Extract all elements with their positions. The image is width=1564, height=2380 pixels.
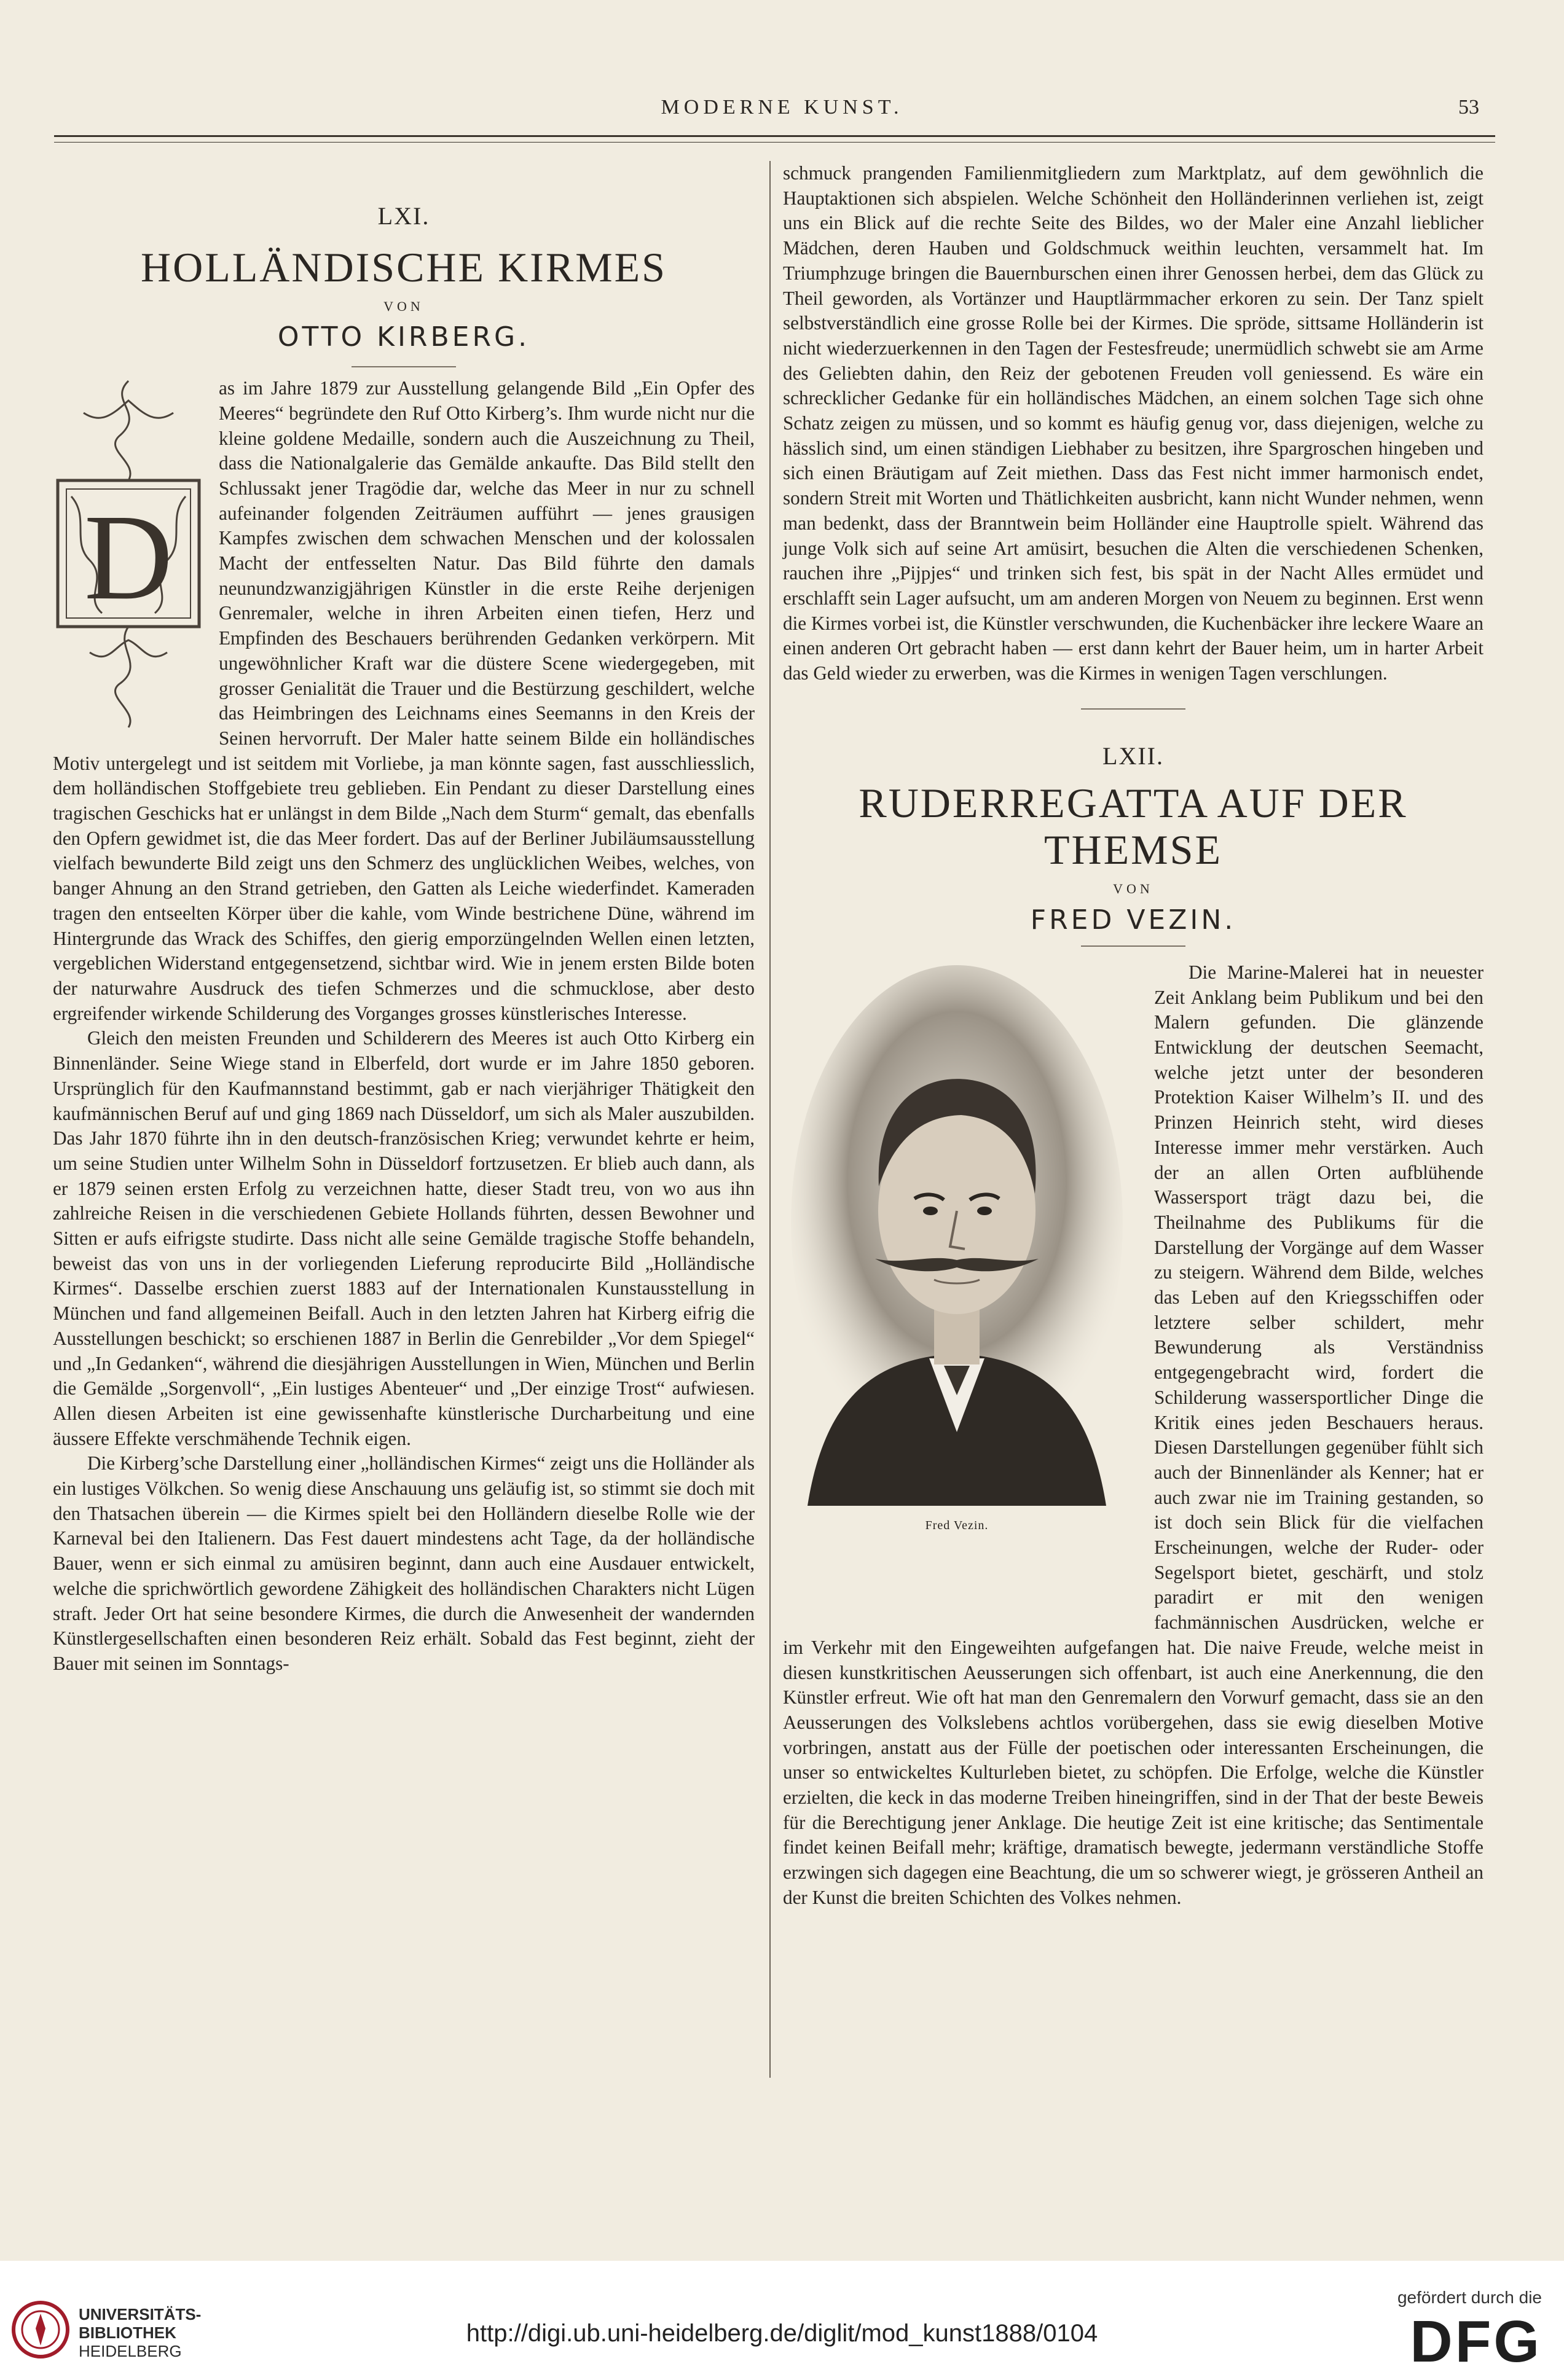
article-author: OTTO KIRBERG.: [277, 321, 530, 353]
library-line: BIBLIOTHEK: [79, 2323, 176, 2342]
paragraph: Gleich den meisten Freunden und Schilderern des Meeres ist auch Otto Kirberg ein Binnenländer. Seine Wiege stand in Elberfeld, dort wurde er im Jahre 1850 geboren. Ursprünglich für den Kaufmannstand bestimmt, gab er nach vierjähriger Thätigkeit den kaufmännischen Beruf auf und ging 1869 nach Düsseldorf, um sich als Maler auszubilden. Das Jahr 1870 führte ihn in den deutsch-französischen Krieg; verwundet kehrte er heim, um seine Studien unter Wilhelm Sohn in Düsseldorf fortzusetzen. Er blieb auch dann, als er 1879 seinen ersten Erfolg zu verzeichnen hatte, dieser Stadt treu, von wo aus ihn zahlreiche Reisen in die verschiedenen Gebiete Hollands führten, dessen Bewohner und Sitten er aufs eifrigste studirte. Dass nicht alle seine Gemälde tragische Stoffe behandeln, beweist das von uns in der vorliegenden Lieferung reproducirte Bild „Holländische Kirmes“. Dasselbe erschien zuerst 1883 auf der Internationalen Kunstausstellung in München und fand allgemeinen Beifall. Auch in den letzten Jahren hat Kirberg eifrig die Ausstellungen beschickt; so erschienen 1887 in Berlin die Genrebilder „Vor dem Spiegel“ und „In Gedanken“, während die diesjährigen Ausstellungen in Wien, München und Berlin die Gemälde „Sorgenvoll“, „Ein lustiges Abenteuer“ und „Der einzige Trost“ aufwiesen. Allen diesen Arbeiten ist eine gewissenhafte künstlerische Durcharbeitung und eine äussere Effekte verschmähende Technik eigen.: [53, 1027, 755, 1449]
article-author: FRED VEZIN.: [1030, 904, 1236, 936]
article-title: RUDERREGATTA AUF DER THEMSE: [859, 780, 1408, 874]
paragraph: as im Jahre 1879 zur Ausstellung gelangende Bild „Ein Opfer des Meeres“ begründete den Ruf Otto Kirberg’s. Ihm wurde nicht nur die kleine goldene Medaille, sondern auch die Auszeichnung zu Theil, dass die Nationalgalerie das Gemälde ankaufte. Das Bild stellt den Schlussakt jener Tragödie dar, welche das Meer in nur zu schnell aufeinander folgenden Zeiträumen aufführt — jenes grausigen Kampfes zwischen dem schwachen Menschen und der kolossalen Macht der entfesselten Natur. Das Bild führte den damals neunundzwanzigjährigen Künstler in die erste Reihe derjenigen Genremaler, welche in ihren Arbeiten einen tiefen, Herz und Empfinden des Beschauers berührenden Gedanken verkörpern. Mit ungewöhnlicher Kraft war die düstere Scene wiedergegeben, mit grosser Genialität die Trauer und die Bestürzung geschildert, welche das Heimbringen des Leichnams eines Seemanns in den Kreis der Seinen hervorruft. Der Maler hatte seinem Bilde ein holländisches Motiv untergelegt und ist seitdem mit Vorliebe, ja man könnte sagen, fast ausschliesslich, dem holländischen Stoffgebiete treu geblieben. Ein Pendant zu dieser Darstellung eines tragischen Geschicks hat er unlängst in dem Bilde „Nach dem Sturm“ gemalt, das ebenfalls den Opfern gewidmet ist, die das Meer fordert. Das auf der Berliner Jubiläumsausstellung vielfach bewunderte Bild zeigt uns den Schmerz des unglücklichen Weibes, welches, von banger Ahnung an den Strand getrieben, den Gatten als Leiche wiederfindet. Kameraden tragen den entseelten Körper über die kahle, vom Winde bestrichene Düne, während im Hintergrunde das Wrack des Schiffes, den gierig emporzüngelnden Wellen einen letzten, vergeblichen Widerstand entgegensetzend, sichtbar wird. Wie in jenem ersten Bilde boten der naturwahre Ausdruck des tiefen Schmerzes und die schmucklose, aber desto ergreifender wirkende Schilderung des Vorganges grosses künstlerisches Interesse.: [53, 377, 755, 1024]
decorative-initial-d: [47, 376, 210, 730]
left-column: [53, 161, 755, 1677]
portrait-figure: [783, 965, 1131, 1611]
byline-von: VON: [383, 298, 424, 314]
column-divider: [769, 161, 771, 2078]
funding-note: gefördert durch die: [1397, 2288, 1542, 2307]
article-title: HOLLÄNDISCHE KIRMES: [141, 243, 667, 291]
article-number: LXI.: [377, 202, 430, 230]
header-rule: [54, 135, 1495, 143]
library-line: HEIDELBERG: [79, 2342, 182, 2360]
portrait-caption: Fred Vezin.: [925, 1518, 989, 1532]
paragraph: Die Kirberg’sche Darstellung einer „holländischen Kirmes“ zeigt uns die Holländer als ein lustiges Völkchen. So wenig diese Anschauung uns geläufig ist, so stimmt sie doch mit den Thatsachen überein — die Kirmes spielt bei den Holländern dieselbe Rolle wie der Karneval bei den Italienern. Das Fest dauert mindestens acht Tage, da der holländische Bauer, wenn er sich einmal zu amüsiren beginnt, dann auch eine Ausdauer entwickelt, welche die sprichwörtlich gewordene Zähigkeit des holländischen Charakters nicht Lügen straft. Jeder Ort hat seine besondere Kirmes, die durch die Anwesenheit der wandernden Künstlergesellschaften einen besonderen Reiz erhält. Sobald das Fest beginnt, zieht der Bauer mit seinen im Sonntags-: [53, 1452, 755, 1674]
journal-title: MODERNE KUNST.: [661, 96, 903, 119]
source-url-link[interactable]: http://digi.ub.uni-heidelberg.de/diglit/mod_kunst1888/0104: [466, 2320, 1098, 2347]
byline-von: VON: [1113, 881, 1153, 897]
svg-text:D: D: [84, 490, 173, 626]
right-column: [783, 161, 1483, 1911]
library-line: UNIVERSITÄTS-: [79, 2305, 202, 2323]
portrait-engraving: [783, 965, 1131, 1506]
article-number: LXII.: [1102, 742, 1164, 770]
running-head: [0, 90, 1564, 127]
dfg-logo: DFG: [1410, 2309, 1542, 2374]
paragraph: schmuck prangenden Familienmitgliedern zum Marktplatz, auf dem gewöhnlich die Hauptaktionen sich abspielen. Welche Schönheit den Holländerinnen verliehen ist, zeigt uns ein Blick auf die rechte Seite des Bildes, wo der Maler eine Anzahl lieblicher Mädchen, deren Hauben und Goldschmuck weithin leuchten, versammelt hat. Im Triumphzuge bringen die Bauernburschen einen ihrer Genossen herbei, dem das Glück zu Theil geworden, als Vortänzer und Hauptlärmmacher erkoren zu sein. Der Tanz spielt selbstverständlich eine grosse Rolle bei der Kirmes. Die spröde, sittsame Holländerin ist nicht wiederzuerkennen in den Tagen der Festesfreude; unermüdlich schwebt sie am Arme des Geliebten dahin, den Reiz der gebotenen Freuden voll geniessend. Es wäre ein schrecklicher Gedanke für ein holländisches Mädchen, an einem solchen Tage sich ohne Schatz zeigen zu müssen, und so kommt es häufig genug vor, dass diejenigen, welche zu hässlich sind, um einen ständigen Liebhaber zu besitzen, ihre Spargroschen hingeben und sich einen Bräutigam auf Zeit miethen. Dass das Fest nicht immer harmonisch endet, sondern Streit mit Worten und Thätlichkeiten ausbricht, kann nicht Wunder nehmen, wenn man bedenkt, dass der Branntwein beim Holländer eine Hauptrolle spielt. Während das junge Volk sich auf seine Art amüsirt, besuchen die Alten die verschiedenen Schenken, rauchen ihre „Pijpjes“ und trinken sich fest, bis spät in der Nacht Alles ermüdet und erschlafft sein Lager aufsucht, um am anderen Morgen von Neuem zu beginnen. Erst wenn die Kirmes vorbei ist, die Künstler verschwunden, die Kuchenbäcker ihre leckere Waare an einen anderen Ort gebracht haben — erst dann kehrt der Bauer heim, um in harter Arbeit das Geld wieder zu erwerben, was die Kirmes in wenigen Tagen verschlungen.: [783, 162, 1483, 684]
page-number: 53: [1458, 96, 1479, 119]
paragraph: Die Marine-Malerei hat in neuester Zeit Anklang beim Publikum und bei den Malern gefunden. Die glänzende Entwicklung der deutschen Seemacht, welche jetzt unter der besonderen Protektion Kaiser Wilhelm’s II. und des Prinzen Heinrich steht, wird dieses Interesse immer mehr verstärken. Auch der an allen Orten aufblühende Wassersport trägt dazu bei, die Theilnahme des Publikums für die Darstellung der Vorgänge auf dem Wasser zu steigern. Während dem Bilde, welches das Leben auf den Kriegsschiffen oder letztere selber schildert, mehr Bewunderung als Verständniss entgegengebracht wird, fordert die Schilderung wassersportlicher Dinge die Kritik eines jeden Beschauers heraus. Diesen Darstellungen gegenüber fühlt sich auch der Binnenländer als Kenner; hat er auch zwar nie im Training gestanden, so ist doch sein Blick für die vielfachen Erscheinungen, welche der Ruder- oder Segelsport bietet, geschärft, und stolz paradirt er mit den wenigen fachmännischen Ausdrücken, welche er im Verkehr mit den Eingeweihten aufgefangen hat. Die naive Freude, welche meist in diesen kunstkritischen Aeusserungen sich offenbart, ist auch eine Anerkennung, die den Künstler erfreut. Wie oft hat man den Genremalern den Vorwurf gemacht, dass sie an den Aeusserungen des Volkslebens achtlos vorübergehen, dass sie ewig dieselben Motive vorbringen, anstatt aus der Fülle der poetischen oder interessanten Erscheinungen, die unser so entwickeltes Kulturleben bietet, zu schöpfen. Die Erfolge, welche die Künstler erzielten, die keck in das moderne Treiben hineingriffen, sind in der That der beste Beweis für die Berechtigung jener Anklage. Die heutige Zeit ist eine kritische; das Sentimentale findet keinen Beifall mehr; kräftige, dramatisch bewegte, jedermann verständliche Stoffe erzwingen sich dagegen eine Beachtung, die um so schwerer wiegt, je grösseren Antheil an der Kunst die breiten Schichten des Volkes nehmen.: [783, 961, 1483, 1908]
digitization-footer: [0, 2261, 1564, 2380]
